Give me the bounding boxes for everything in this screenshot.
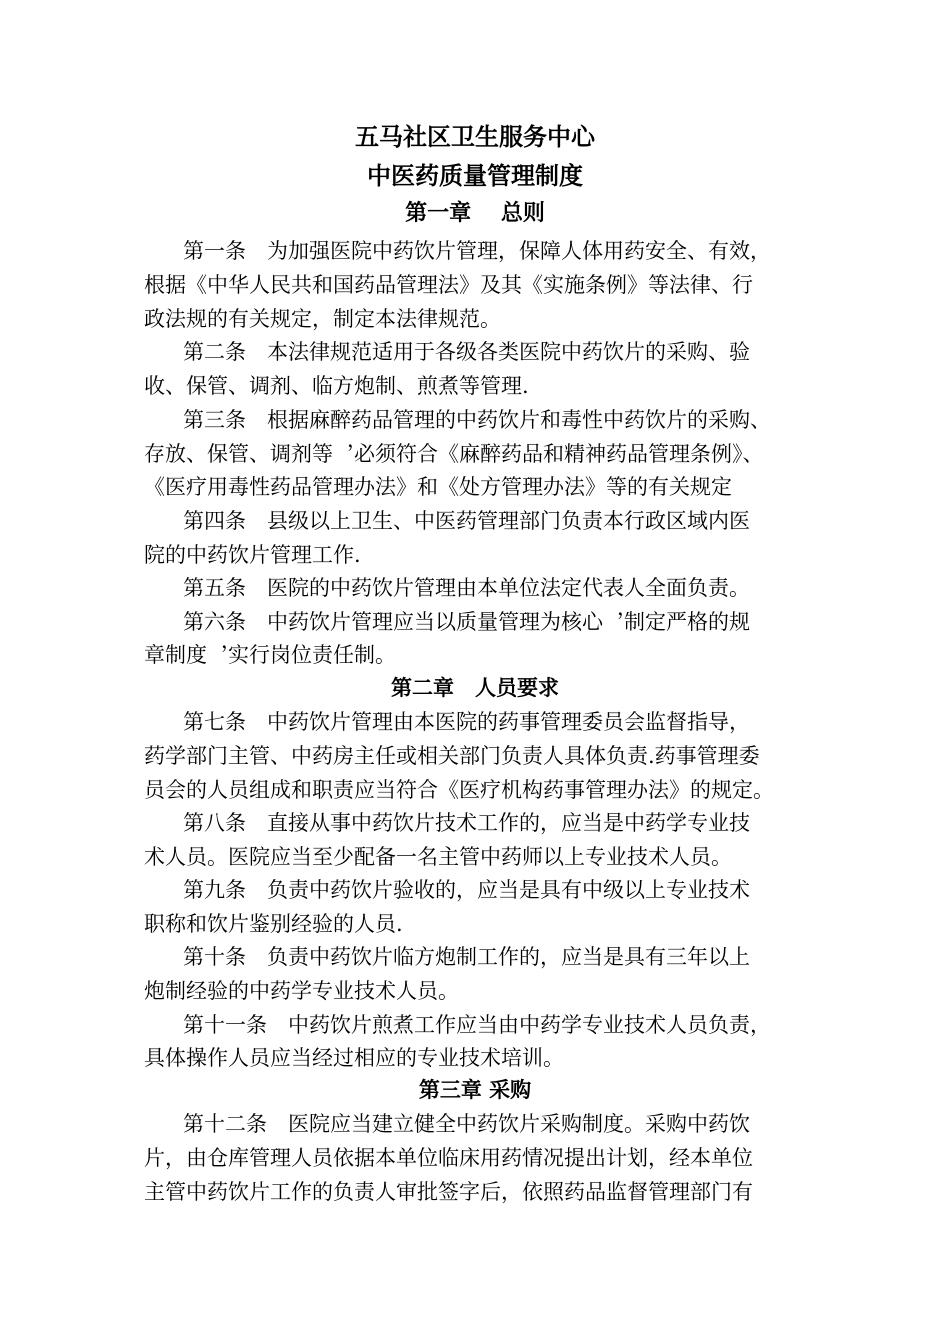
- article-1-line: 根据《中华人民共和国药品管理法》及其《实施条例》等法律、行: [144, 273, 753, 297]
- chapter-heading: 第一章 总则: [405, 200, 545, 226]
- article-12-line: 第十二条 医院应当建立健全中药饮片采购制度。采购中药饮: [183, 1112, 750, 1136]
- article-1-line: 第一条 为加强医院中药饮片管理，保障人体用药安全、有效，: [183, 239, 771, 263]
- article-9-line: 职称和饮片鉴别经验的人员.: [144, 912, 403, 936]
- article-12-line: 主管中药饮片工作的负责人审批签字后，依照药品监督管理部门有: [144, 1180, 753, 1204]
- document-title-org: 五马社区卫生服务中心: [355, 122, 595, 151]
- article-3-line: 存放、保管、调剂等︐必须符合《麻醉药品和精神药品管理条例》、: [144, 442, 764, 466]
- document-title: 中医药质量管理制度: [367, 161, 583, 190]
- chapter-heading: 第三章 采购: [418, 1077, 532, 1102]
- article-11-line: 第十一条 中药饮片煎煮工作应当由中药学专业技术人员负责，: [183, 1013, 771, 1037]
- article-7-line: 第七条 中药饮片管理由本医院的药事管理委员会监督指导，: [183, 710, 750, 734]
- article-8-line: 第八条 直接从事中药饮片技术工作的，应当是中药学专业技: [183, 811, 750, 835]
- article-11-line: 具体操作人员应当经过相应的专业技术培训。: [144, 1046, 564, 1070]
- article-8-line: 术人员。医院应当至少配备一名主管中药师以上专业技术人员。: [144, 845, 732, 869]
- article-4-line: 第四条 县级以上卫生、中医药管理部门负责本行政区域内医: [183, 509, 750, 533]
- article-4-line: 院的中药饮片管理工作.: [144, 543, 361, 567]
- article-7-line: 员会的人员组成和职责应当符合《医疗机构药事管理办法》的规定。: [144, 778, 774, 802]
- article-9-line: 第九条 负责中药饮片验收的，应当是具有中级以上专业技术: [183, 878, 750, 902]
- article-1-line: 政法规的有关规定，制定本法律规范。: [144, 307, 501, 331]
- article-2-line: 收、保管、调剂、临方炮制、煎煮等管理.: [144, 374, 529, 398]
- article-10-line: 第十条 负责中药饮片临方炮制工作的，应当是具有三年以上: [183, 945, 750, 969]
- article-5-line: 第五条 医院的中药饮片管理由本单位法定代表人全面负责。: [183, 576, 750, 600]
- article-12-line: 片，由仓库管理人员依据本单位临床用药情况提出计划，经本单位: [144, 1146, 753, 1170]
- chapter-heading: 第二章 人员要求: [391, 675, 559, 700]
- article-7-line: 药学部门主管、中药房主任或相关部门负责人具体负责.药事管理委: [144, 744, 760, 768]
- article-6-line: 章制度︐实行岗位责任制。: [144, 643, 396, 667]
- article-3-line: 第三条 根据麻醉药品管理的中药饮片和毒性中药饮片的采购、: [183, 408, 771, 432]
- article-3-line: 《医疗用毒性药品管理办法》和《处方管理办法》等的有关规定: [144, 475, 732, 499]
- article-6-line: 第六条 中药饮片管理应当以质量管理为核心︐制定严格的规: [183, 610, 750, 634]
- article-10-line: 炮制经验的中药学专业技术人员。: [144, 979, 459, 1003]
- article-2-line: 第二条 本法律规范适用于各级各类医院中药饮片的采购、验: [183, 340, 750, 364]
